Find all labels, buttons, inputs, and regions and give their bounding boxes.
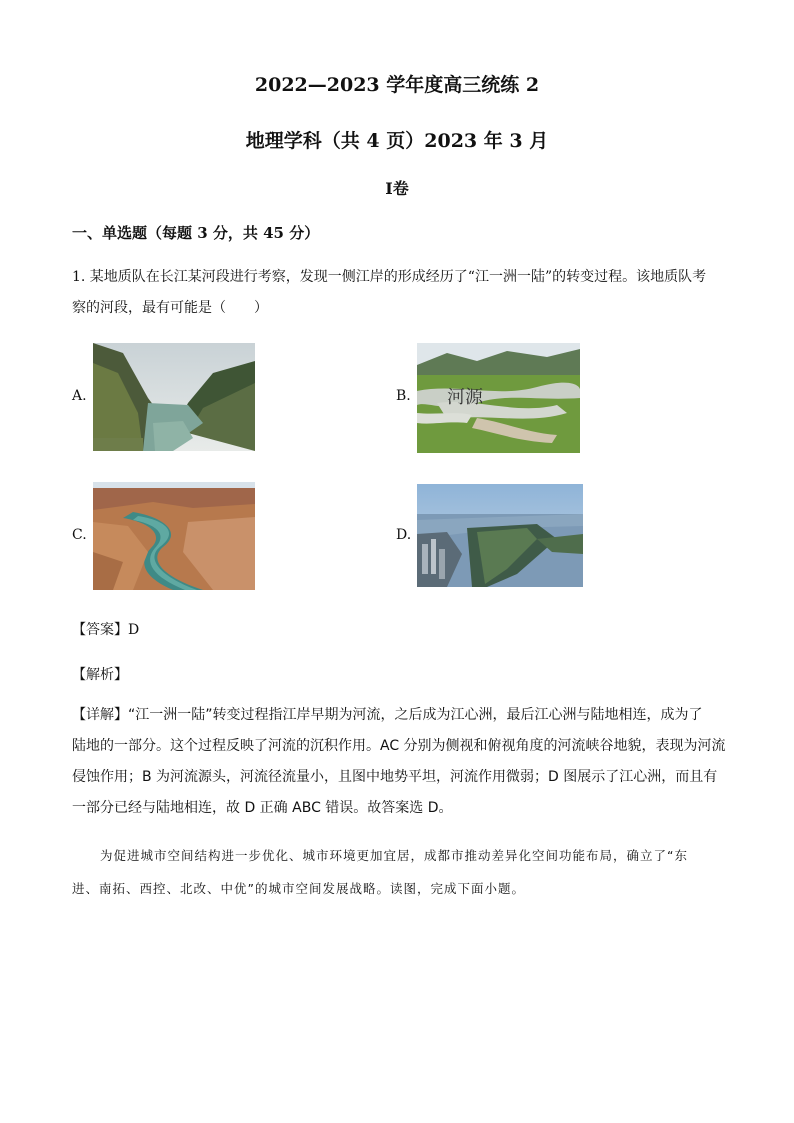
detail-paragraph [72, 700, 726, 824]
answer-value: D [128, 622, 140, 638]
exam-subtitle: 地理学科（共 4 页）2023 年 3 月 [245, 130, 549, 152]
question-stem-line: 察的河段，最有可能是（ ） [72, 300, 268, 316]
answer-row [72, 619, 139, 639]
detail-line: 侵蚀作用；B 为河流源头，河流径流量小，且图中地势平坦，河流作用微弱；D 图展示了江心洲，而且有 [72, 769, 718, 785]
material-paragraph [72, 839, 732, 905]
section-heading: 一、单选题（每题 3 分，共 45 分） [72, 224, 320, 242]
material-line: 为促进城市空间结构进一步优化、城市环境更加宜居，成都市推动差异化空间功能布局，确立了“东 [100, 848, 688, 863]
option-a-label: A. [72, 388, 87, 404]
option-b-label: B. [396, 388, 411, 404]
exam-title: 2022—2023 学年度高三统练 2 [254, 74, 540, 96]
detail-line: 陆地的一部分。这个过程反映了河流的沉积作用。AC 分别为侧视和俯视角度的河流峡谷地貌，表现为河流 [72, 738, 726, 754]
question-stem-line: 1. 某地质队在长江某河段进行考察，发现一侧江岸的形成经历了“江一洲一陆”的转变过程。该地质队考 [72, 269, 707, 285]
detail-line: 一部分已经与陆地相连，故 D 正确 ABC 错误。故答案选 D。 [72, 800, 453, 816]
option-b-image [417, 343, 580, 453]
question-stem [72, 262, 722, 324]
option-d-label: D. [396, 527, 412, 543]
option-a-image [93, 343, 255, 451]
option-d-image [417, 484, 583, 587]
option-c-label: C. [72, 527, 87, 543]
answer-tag: 【答案】 [72, 622, 128, 638]
material-line: 进、南拓、西控、北改、中优”的城市空间发展战略。读图，完成下面小题。 [72, 881, 525, 896]
detail-line: 【详解】“江一洲一陆”转变过程指江岸早期为河流，之后成为江心洲，最后江心洲与陆地相连，成为了 [72, 707, 703, 723]
detail-tag: 【详解】 [72, 707, 128, 723]
option-c-image [93, 482, 255, 590]
volume-label: Ⅰ卷 [385, 179, 409, 198]
analysis-tag: 【解析】 [72, 667, 128, 683]
option-b-overlay-text: 河源 [447, 387, 483, 408]
